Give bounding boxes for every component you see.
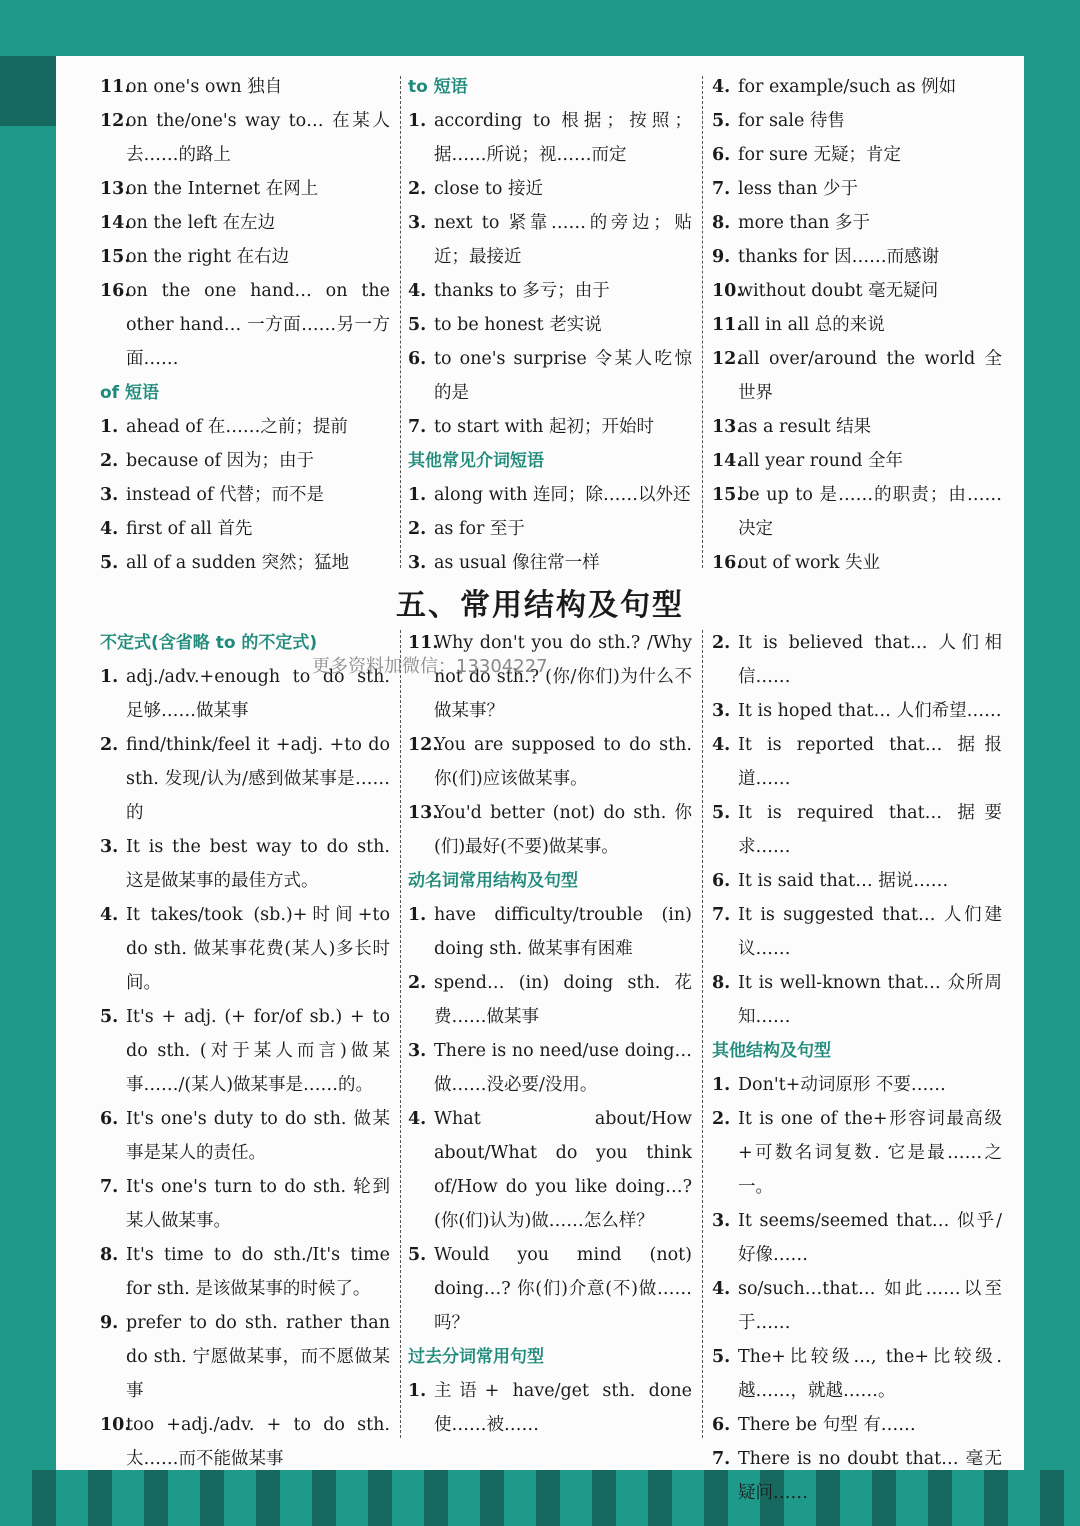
item-text: out of work 失业 [738,553,881,573]
item-text: It is hoped that… 人们希望…… [738,701,1002,721]
item-number: 13. [408,803,439,823]
item-text: Would you mind (not) doing…? 你(们)介意(不)做……吗？ [434,1245,692,1333]
column-divider [702,630,703,1438]
item-text: It's + adj. (+ for/of sb.) + to do sth. (对于某人而言)做某事……/(某人)做某事是……的。 [126,1007,390,1095]
list-item [712,172,1002,206]
item-number: 4. [712,1279,731,1299]
item-number: 14. [100,213,131,233]
bottom-column-3 [712,626,1002,1510]
column-divider [400,630,401,1438]
list-item [712,546,1002,580]
item-number: 7. [712,1449,731,1469]
item-number: 6. [712,1415,731,1435]
item-text: There is no need/use doing… 做……没必要/没用。 [434,1041,692,1095]
item-text: instead of 代替；而不是 [126,485,325,505]
item-number: 13. [100,179,131,199]
item-number: 3. [408,213,427,233]
item-number: 3. [408,1041,427,1061]
item-number: 1. [408,905,427,925]
list-item [712,1204,1002,1272]
item-number: 15. [712,485,743,505]
item-number: 8. [100,1245,119,1265]
item-text: It is the best way to do sth. 这是做某事的最佳方式。 [126,837,390,891]
list-item [100,728,390,830]
item-text: find/think/feel it +adj. +to do sth. 发现/认为/感到做某事是……的 [126,735,390,823]
item-text: adj./adv.+enough to do sth. 足够……做某事 [126,667,390,721]
item-number: 11. [712,315,743,335]
list-item [408,898,692,966]
section-heading: 过去分词常用句型 [408,1347,544,1367]
item-text: It is suggested that… 人们建议…… [738,905,1002,959]
item-text: It is said that… 据说…… [738,871,949,891]
list-item [712,898,1002,966]
item-text: It is well-known that… 众所周知…… [738,973,1002,1027]
item-text: to start with 起初；开始时 [434,417,654,437]
item-text: on the Internet 在网上 [126,179,319,199]
item-text: on the right 在右边 [126,247,290,267]
list-item [712,1102,1002,1204]
item-number: 2. [100,451,119,471]
item-text: without doubt 毫无疑问 [738,281,939,301]
item-text: all year round 全年 [738,451,904,471]
item-text: to one's surprise 令某人吃惊的是 [434,349,692,403]
item-text: to be honest 老实说 [434,315,602,335]
list-item [100,172,390,206]
list-item [100,274,390,376]
list-item [100,1306,390,1408]
list-item [712,274,1002,308]
item-number: 5. [408,1245,427,1265]
list-item [408,966,692,1034]
item-text: spend… (in) doing sth. 花费……做某事 [434,973,692,1027]
item-text: thanks for 因……而感谢 [738,247,940,267]
item-number: 14. [712,451,743,471]
list-item [408,1034,692,1102]
list-item [408,546,692,580]
list-item [408,410,692,444]
item-number: 5. [408,315,427,335]
list-item [712,1408,1002,1442]
item-text: You are supposed to do sth. 你(们)应该做某事。 [434,735,692,789]
list-item [100,240,390,274]
section-heading: 其他结构及句型 [712,1041,831,1061]
list-item [100,1102,390,1170]
corner-decoration [0,56,56,126]
item-number: 3. [712,1211,731,1231]
item-text: ahead of 在……之前；提前 [126,417,348,437]
list-item [100,410,390,444]
item-text: next to 紧靠……的旁边；贴近；最接近 [434,213,692,267]
item-text: Why don't you do sth.? /Why not do sth.? (你/你们)为什么不做某事？ [434,633,692,721]
item-number: 8. [712,973,731,993]
item-number: 2. [408,519,427,539]
item-number: 7. [408,417,427,437]
item-number: 7. [100,1177,119,1197]
item-number: 6. [408,349,427,369]
item-number: 1. [408,1381,427,1401]
item-number: 4. [100,905,119,925]
list-item [712,1068,1002,1102]
item-text: thanks to 多亏；由于 [434,281,610,301]
item-number: 10. [712,281,743,301]
list-item [408,478,692,512]
list-item [100,830,390,898]
item-number: 16. [712,553,743,573]
list-item [712,1272,1002,1340]
list-item [100,70,390,104]
item-number: 15. [100,247,131,267]
list-item [408,104,692,172]
section-heading: 动名词常用结构及句型 [408,871,578,891]
item-text: It takes/took (sb.)+时间+to do sth. 做某事花费(某人)多长时间。 [126,905,390,993]
item-number: 8. [712,213,731,233]
item-number: 1. [100,667,119,687]
item-text: so/such…that… 如此……以至于…… [738,1279,1002,1333]
item-text: first of all 首先 [126,519,253,539]
list-item [100,206,390,240]
top-border [0,0,1080,56]
item-number: 6. [712,871,731,891]
list-item [712,864,1002,898]
item-text: It is required that… 据要求…… [738,803,1002,857]
item-number: 3. [100,837,119,857]
list-item [712,796,1002,864]
item-text: It's one's duty to do sth. 做某事是某人的责任。 [126,1109,390,1163]
list-item [712,206,1002,240]
item-text: on the one hand… on the other hand… 一方面……另一方面…… [126,281,390,369]
item-number: 16. [100,281,131,301]
list-item [100,478,390,512]
watermark-text: 更多资料加微信：13304227 [312,656,548,677]
item-text: for example/such as 例如 [738,77,957,97]
item-text: It is reported that… 据报道…… [738,735,1002,789]
list-item [712,308,1002,342]
item-number: 6. [100,1109,119,1129]
item-number: 4. [408,1109,427,1129]
list-item [712,410,1002,444]
item-number: 5. [100,1007,119,1027]
list-item [100,444,390,478]
item-text: all over/around the world 全世界 [738,349,1002,403]
item-number: 1. [408,111,427,131]
item-text: according to 根据；按照；据……所说；视……而定 [434,111,692,165]
list-item [408,512,692,546]
section-heading: of 短语 [100,383,159,403]
item-number: 2. [712,633,731,653]
item-text: all in all 总的来说 [738,315,885,335]
item-number: 4. [712,735,731,755]
list-item [712,728,1002,796]
item-number: 11. [408,633,439,653]
item-text: It is believed that… 人们相信…… [738,633,1002,687]
list-item [100,1170,390,1238]
list-item [408,206,692,274]
list-item [712,240,1002,274]
list-item [100,1408,390,1476]
item-number: 5. [712,803,731,823]
item-number: 3. [712,701,731,721]
bottom-column-2 [408,626,692,1442]
list-item [100,1000,390,1102]
list-item [712,478,1002,546]
item-text: on one's own 独自 [126,77,283,97]
item-text: It's time to do sth./It's time for sth. 是该做某事的时候了。 [126,1245,390,1299]
list-item [408,342,692,410]
column-divider [400,76,401,568]
item-text: There is no doubt that… 毫无疑问…… [738,1449,1002,1503]
top-column-3 [712,70,1002,580]
item-text: because of 因为；由于 [126,451,315,471]
item-number: 2. [100,735,119,755]
list-item [712,1340,1002,1408]
item-text: on the left 在左边 [126,213,276,233]
item-number: 5. [712,1347,731,1367]
item-text: as for 至于 [434,519,525,539]
item-number: 1. [712,1075,731,1095]
item-text: all of a sudden 突然；猛地 [126,553,350,573]
item-text: There be 句型 有…… [738,1415,916,1435]
list-item [100,104,390,172]
item-number: 7. [712,905,731,925]
list-item [712,1442,1002,1510]
section-heading: 其他常见介词短语 [408,451,544,471]
item-number: 2. [408,973,427,993]
item-text: for sure 无疑；肯定 [738,145,901,165]
item-text: 主语+ have/get sth. done 使……被…… [434,1381,692,1435]
item-number: 11. [100,77,131,97]
item-text: as usual 像往常一样 [434,553,600,573]
item-text: The+比较级…, the+比较级. 越……，就越……。 [738,1347,1002,1401]
item-number: 4. [100,519,119,539]
list-item [712,444,1002,478]
item-number: 4. [712,77,731,97]
item-text: more than 多于 [738,213,870,233]
item-number: 12. [408,735,439,755]
list-item [408,728,692,796]
list-item [712,966,1002,1034]
list-item [712,138,1002,172]
list-item [100,546,390,580]
list-item [712,626,1002,694]
list-item [408,308,692,342]
top-column-1 [100,70,390,580]
section-heading: to 短语 [408,77,468,97]
item-text: have difficulty/trouble (in) doing sth. 做某事有困难 [434,905,692,959]
top-column-2 [408,70,692,580]
list-item [712,104,1002,138]
item-text: be up to 是……的职责；由……决定 [738,485,1002,539]
item-text: What about/How about/What do you think of/How do you like doing…? (你(们)认为)做……怎么样？ [434,1109,692,1231]
section-title: 五、常用结构及句型 [396,588,684,623]
item-number: 5. [100,553,119,573]
column-divider [702,76,703,568]
item-number: 4. [408,281,427,301]
list-item [712,342,1002,410]
item-text: less than 少于 [738,179,859,199]
item-text: You'd better (not) do sth. 你(们)最好(不要)做某事。 [434,803,692,857]
item-text: for sale 待售 [738,111,845,131]
item-text: It seems/seemed that… 似乎/好像…… [738,1211,1002,1265]
section-heading: 不定式(含省略 to 的不定式) [100,633,318,653]
item-text: as a result 结果 [738,417,872,437]
list-item [408,1102,692,1238]
item-text: close to 接近 [434,179,543,199]
item-text: too +adj./adv. + to do sth. 太……而不能做某事 [126,1415,390,1469]
item-text: prefer to do sth. rather than do sth. 宁愿做某事，而不愿做某事 [126,1313,390,1401]
item-text: Don't+动词原形 不要…… [738,1075,946,1095]
item-number: 2. [408,179,427,199]
item-number: 7. [712,179,731,199]
item-number: 12. [100,111,131,131]
list-item [408,274,692,308]
item-number: 3. [100,485,119,505]
item-number: 1. [100,417,119,437]
list-item [712,70,1002,104]
item-text: It is one of the+形容词最高级+可数名词复数. 它是最……之一。 [738,1109,1002,1197]
item-number: 12. [712,349,743,369]
list-item [408,172,692,206]
item-number: 9. [100,1313,119,1333]
item-number: 6. [712,145,731,165]
item-number: 1. [408,485,427,505]
document-page [56,56,1024,1503]
item-text: It's one's turn to do sth. 轮到某人做某事。 [126,1177,390,1231]
item-number: 2. [712,1109,731,1129]
list-item [100,1238,390,1306]
item-number: 13. [712,417,743,437]
item-text: along with 连同；除……以外还 [434,485,691,505]
list-item [408,1374,692,1442]
list-item [408,796,692,864]
item-number: 5. [712,111,731,131]
list-item [712,694,1002,728]
item-number: 9. [712,247,731,267]
bottom-column-1 [100,626,390,1476]
list-item [408,1238,692,1340]
item-text: on the/one's way to… 在某人去……的路上 [126,111,390,165]
list-item [100,512,390,546]
item-number: 3. [408,553,427,573]
item-number: 10. [100,1415,131,1435]
list-item [100,898,390,1000]
